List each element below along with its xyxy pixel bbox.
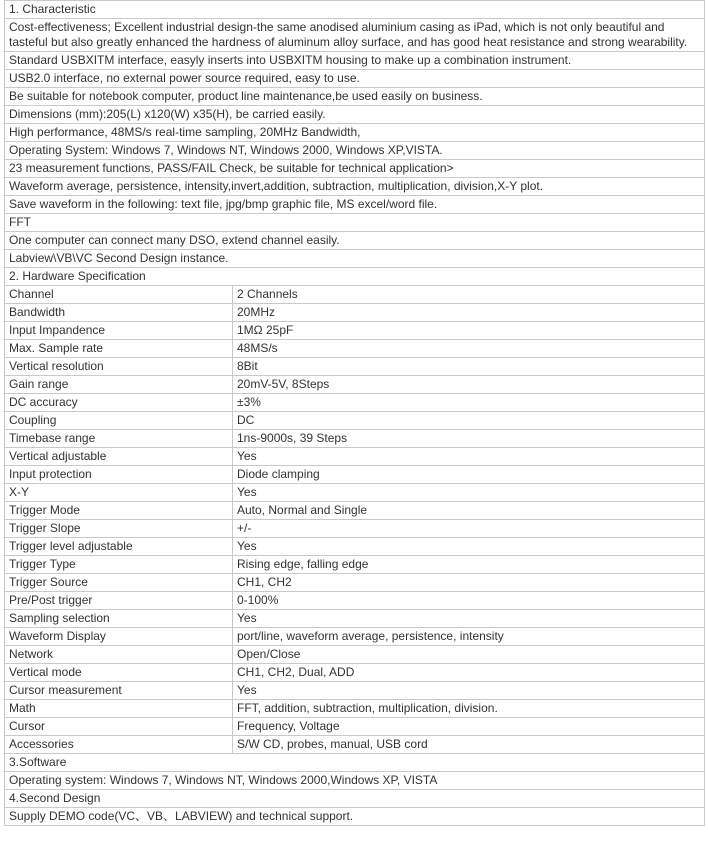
characteristic-item-row — [5, 160, 705, 178]
spec-value: CH1, CH2 — [233, 574, 705, 592]
spec-label: Trigger level adjustable — [5, 538, 233, 556]
spec-row — [5, 718, 705, 736]
characteristic-item: 23 measurement functions, PASS/FAIL Check, be suitable for technical application> — [5, 160, 705, 178]
spec-row — [5, 664, 705, 682]
spec-row — [5, 322, 705, 340]
second-design-item-row — [5, 808, 705, 826]
spec-value: Yes — [233, 682, 705, 700]
spec-row — [5, 430, 705, 448]
second-design-heading-row — [5, 790, 705, 808]
spec-value: Yes — [233, 448, 705, 466]
spec-value: +/- — [233, 520, 705, 538]
characteristic-item: Waveform average, persistence, intensity,invert,addition, subtraction, multiplication, division,X-Y plot. — [5, 178, 705, 196]
characteristic-item-row — [5, 250, 705, 268]
spec-label: Timebase range — [5, 430, 233, 448]
spec-label: Input protection — [5, 466, 233, 484]
spec-label: X-Y — [5, 484, 233, 502]
spec-row — [5, 556, 705, 574]
spec-label: Vertical resolution — [5, 358, 233, 376]
spec-row — [5, 682, 705, 700]
spec-label: Trigger Source — [5, 574, 233, 592]
characteristic-item-row — [5, 232, 705, 250]
spec-row — [5, 700, 705, 718]
spec-value: S/W CD, probes, manual, USB cord — [233, 736, 705, 754]
spec-label: Channel — [5, 286, 233, 304]
spec-value: DC — [233, 412, 705, 430]
spec-row — [5, 286, 705, 304]
spec-value: CH1, CH2, Dual, ADD — [233, 664, 705, 682]
spec-label: Input Impandence — [5, 322, 233, 340]
characteristic-heading: 1. Characteristic — [5, 1, 705, 19]
spec-value: 2 Channels — [233, 286, 705, 304]
spec-table-body — [5, 1, 705, 826]
spec-value: Frequency, Voltage — [233, 718, 705, 736]
software-item: Operating system: Windows 7, Windows NT, Windows 2000,Windows XP, VISTA — [5, 772, 705, 790]
spec-row — [5, 736, 705, 754]
spec-label: Pre/Post trigger — [5, 592, 233, 610]
second-design-heading: 4.Second Design — [5, 790, 705, 808]
spec-value: Diode clamping — [233, 466, 705, 484]
characteristic-heading-row — [5, 1, 705, 19]
spec-label: Max. Sample rate — [5, 340, 233, 358]
spec-label: DC accuracy — [5, 394, 233, 412]
spec-label: Network — [5, 646, 233, 664]
software-heading: 3.Software — [5, 754, 705, 772]
spec-row — [5, 520, 705, 538]
spec-row — [5, 412, 705, 430]
spec-row — [5, 610, 705, 628]
spec-row — [5, 538, 705, 556]
characteristic-item: FFT — [5, 214, 705, 232]
spec-row — [5, 304, 705, 322]
spec-value: Yes — [233, 610, 705, 628]
spec-row — [5, 340, 705, 358]
spec-label: Trigger Mode — [5, 502, 233, 520]
characteristic-item: Labview\VB\VC Second Design instance. — [5, 250, 705, 268]
characteristic-item-row — [5, 124, 705, 142]
spec-value: Rising edge, falling edge — [233, 556, 705, 574]
spec-label: Math — [5, 700, 233, 718]
spec-label: Vertical mode — [5, 664, 233, 682]
spec-label: Coupling — [5, 412, 233, 430]
spec-value: 0-100% — [233, 592, 705, 610]
spec-value: 1ns-9000s, 39 Steps — [233, 430, 705, 448]
spec-label: Vertical adjustable — [5, 448, 233, 466]
spec-label: Bandwidth — [5, 304, 233, 322]
spec-value: Yes — [233, 538, 705, 556]
characteristic-item-row — [5, 142, 705, 160]
characteristic-item-row — [5, 70, 705, 88]
spec-label: Waveform Display — [5, 628, 233, 646]
spec-row — [5, 484, 705, 502]
spec-row — [5, 574, 705, 592]
spec-label: Gain range — [5, 376, 233, 394]
characteristic-item-row — [5, 19, 705, 52]
spec-value: ±3% — [233, 394, 705, 412]
characteristic-item-row — [5, 178, 705, 196]
spec-value: Yes — [233, 484, 705, 502]
spec-table — [4, 0, 705, 826]
spec-label: Cursor — [5, 718, 233, 736]
spec-value: 20mV-5V, 8Steps — [233, 376, 705, 394]
characteristic-item: Operating System: Windows 7, Windows NT, Windows 2000, Windows XP,VISTA. — [5, 142, 705, 160]
spec-row — [5, 358, 705, 376]
spec-row — [5, 376, 705, 394]
spec-row — [5, 466, 705, 484]
hardware-heading: 2. Hardware Specification — [5, 268, 705, 286]
spec-value: 1MΩ 25pF — [233, 322, 705, 340]
spec-row — [5, 502, 705, 520]
characteristic-item-row — [5, 52, 705, 70]
spec-row — [5, 592, 705, 610]
spec-value: port/line, waveform average, persistence, intensity — [233, 628, 705, 646]
characteristic-item: Standard USBXITM interface, easyly inserts into USBXITM housing to make up a combination instrument. — [5, 52, 705, 70]
spec-label: Trigger Slope — [5, 520, 233, 538]
characteristic-item: High performance, 48MS/s real-time sampling, 20MHz Bandwidth, — [5, 124, 705, 142]
second-design-item: Supply DEMO code(VC、VB、LABVIEW) and technical support. — [5, 808, 705, 826]
spec-label: Trigger Type — [5, 556, 233, 574]
characteristic-item: Save waveform in the following: text file, jpg/bmp graphic file, MS excel/word file. — [5, 196, 705, 214]
spec-value: FFT, addition, subtraction, multiplication, division. — [233, 700, 705, 718]
spec-row — [5, 628, 705, 646]
spec-row — [5, 646, 705, 664]
characteristic-item-row — [5, 214, 705, 232]
software-heading-row — [5, 754, 705, 772]
spec-label: Cursor measurement — [5, 682, 233, 700]
spec-value: Open/Close — [233, 646, 705, 664]
spec-value: 20MHz — [233, 304, 705, 322]
characteristic-item: USB2.0 interface, no external power source required, easy to use. — [5, 70, 705, 88]
spec-value: 8Bit — [233, 358, 705, 376]
characteristic-item-row — [5, 106, 705, 124]
hardware-heading-row — [5, 268, 705, 286]
spec-label: Sampling selection — [5, 610, 233, 628]
spec-value: Auto, Normal and Single — [233, 502, 705, 520]
software-item-row — [5, 772, 705, 790]
characteristic-item: Cost-effectiveness; Excellent industrial design-the same anodised aluminium casing as iPad, which is not only beautiful and tasteful but also greatly enhanced the hardness of aluminum alloy surface, and has good heat resistance and strong wearability. — [5, 19, 705, 52]
characteristic-item-row — [5, 88, 705, 106]
characteristic-item-row — [5, 196, 705, 214]
spec-row — [5, 448, 705, 466]
spec-value: 48MS/s — [233, 340, 705, 358]
spec-label: Accessories — [5, 736, 233, 754]
characteristic-item: One computer can connect many DSO, extend channel easily. — [5, 232, 705, 250]
characteristic-item: Dimensions (mm):205(L) x120(W) x35(H), be carried easily. — [5, 106, 705, 124]
characteristic-item: Be suitable for notebook computer, product line maintenance,be used easily on business. — [5, 88, 705, 106]
spec-row — [5, 394, 705, 412]
